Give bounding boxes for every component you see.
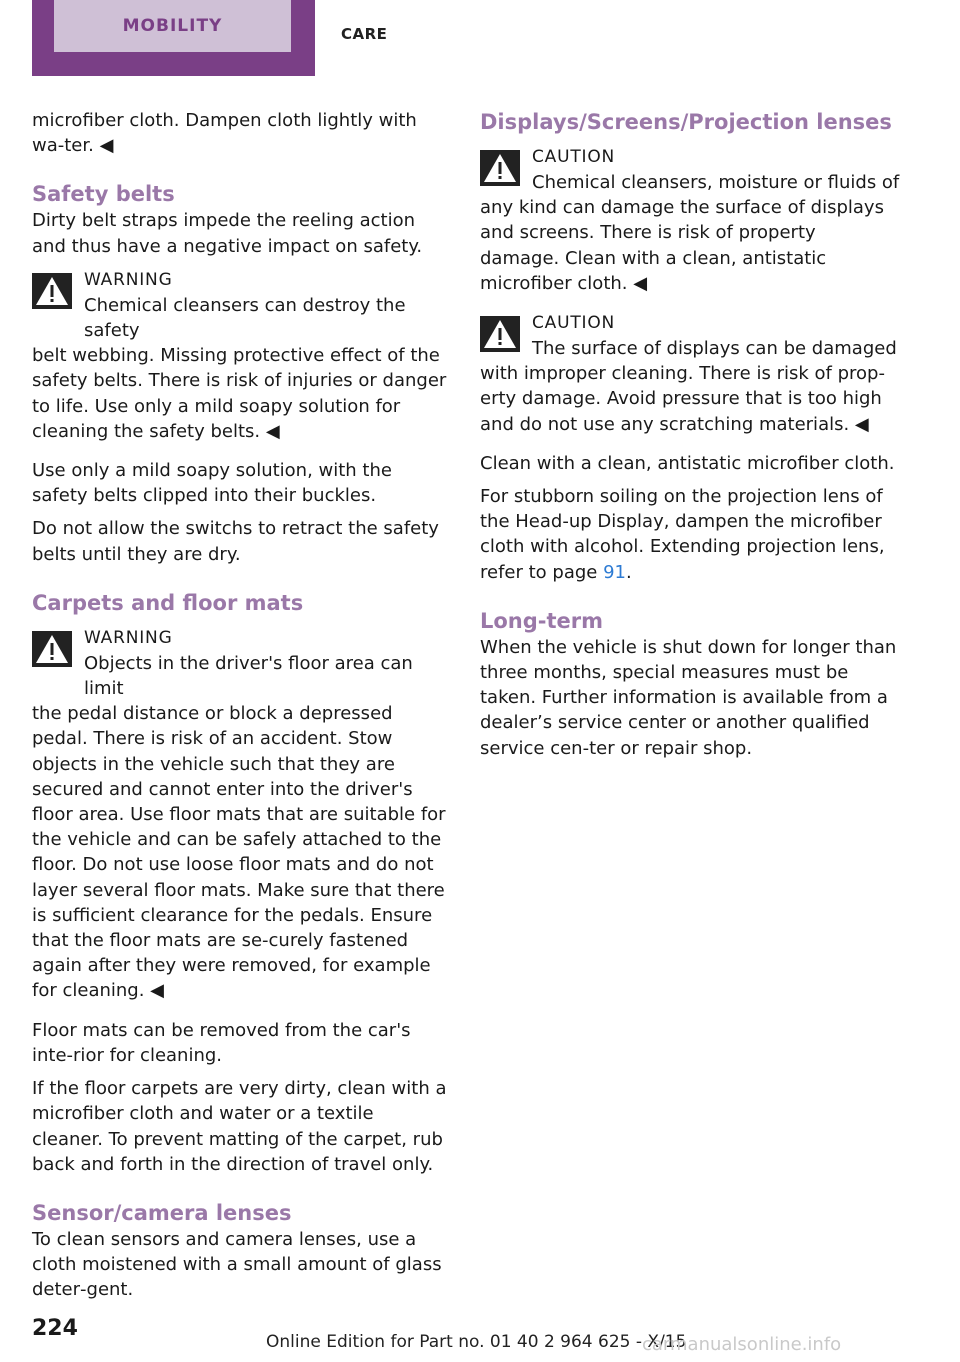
section-safety-belts [32, 180, 450, 566]
page-number: 224 [32, 1316, 78, 1341]
heading-carpets: Carpets and floor mats [32, 590, 304, 615]
warning-box [32, 625, 450, 1004]
warning-text [32, 651, 450, 1004]
caution-text-rest: any kind can damage the surface of displays and screens. There is risk of property damage. Clean with a clean, antistatic microfiber cloth. ◀ [480, 197, 884, 294]
paragraph-text-end: . [626, 561, 632, 583]
caution-text-first-line: The surface of displays can be damaged [532, 338, 897, 360]
caution-title: CAUTION [532, 147, 616, 167]
edition-footer: Online Edition for Part no. 01 40 2 964 625 - X/15 [266, 1332, 687, 1352]
right-column [480, 108, 900, 769]
warning-text [32, 293, 450, 444]
paragraph: Do not allow the switchs to retract the safety belts until they are dry. [32, 518, 439, 565]
paragraph-page-reference [480, 484, 900, 585]
section-sensor-lenses [32, 1199, 450, 1303]
warning-text-rest: belt webbing. Missing protective effect of the safety belts. There is risk of injuries or danger to life. Use only a mild soapy solution for cleaning the safety belts. ◀ [32, 345, 447, 442]
warning-triangle-icon [32, 631, 72, 667]
page-link[interactable]: 91 [603, 561, 626, 583]
warning-text-rest: the pedal distance or block a depressed pedal. There is risk of an accident. Stow objects in the vehicle such that they are secured and cannot enter into the driver's floor area. Use floor mats that are suitable for the vehicle and can be safely attached to the floor. Do not use loose floor mats and do not layer several floor mats. Make sure that there is sufficient clearance for the pedals. Ensure that the floor mats are se‐curely fastened again after they were removed, for example for cleaning. ◀ [32, 703, 446, 1002]
warning-triangle-icon [32, 273, 72, 309]
left-column [32, 108, 450, 1311]
caution-box [480, 310, 900, 437]
section-displays [480, 108, 900, 585]
caution-title: CAUTION [532, 313, 616, 334]
paragraph: Use only a mild soapy solution, with the safety belts clipped into their buckles. [32, 460, 392, 507]
chapter-tab-mobility [32, 0, 315, 76]
chapter-tab-label: MOBILITY [54, 0, 291, 52]
paragraph-text: For stubborn soiling on the projection lens of the Head-up Display, dampen the microfiber cloth with alcohol. Extending projection lens, refer to page [480, 486, 885, 583]
warning-box [32, 267, 450, 444]
paragraph: To clean sensors and camera lenses, use a cloth moistened with a small amount of glass deter‐gent. [32, 1228, 442, 1301]
watermark: carmanualsonline.info [642, 1334, 842, 1355]
paragraph: Dirty belt straps impede the reeling action and thus have a negative impact on safety. [32, 210, 423, 257]
caution-text [480, 170, 900, 296]
caution-triangle-icon [480, 150, 520, 186]
intro-paragraph: microfiber cloth. Dampen cloth lightly with wa‐ter. ◀ [32, 110, 417, 157]
heading-safety-belts: Safety belts [32, 182, 175, 207]
warning-title: WARNING [84, 627, 173, 648]
heading-sensor-lenses: Sensor/camera lenses [32, 1200, 292, 1225]
caution-text-first-line: Chemical cleansers, moisture or fluids of [532, 172, 900, 193]
caution-triangle-icon [480, 316, 520, 352]
paragraph: When the vehicle is shut down for longer than three months, special measures must be taken. Further information is available from a dealer’s service center or another qualified service cen‐ter or repair shop. [480, 636, 897, 759]
paragraph: Clean with a clean, antistatic microfiber cloth. [480, 452, 895, 474]
heading-long-term: Long-term [480, 608, 604, 633]
caution-text [480, 336, 900, 437]
caution-text-rest: with improper cleaning. There is risk of prop‐erty damage. Avoid pressure that is too high and do not use any scratching materials. ◀ [480, 363, 885, 435]
warning-title: WARNING [84, 269, 173, 290]
warning-text-first-line: Objects in the driver's floor area can limit [84, 652, 413, 700]
warning-text-first-line: Chemical cleansers can destroy the safety [84, 294, 406, 342]
paragraph: If the floor carpets are very dirty, clean with a microfiber cloth and water or a textile cleaner. To prevent matting of the carpet, rub back and forth in the direction of travel only. [32, 1078, 447, 1175]
section-long-term [480, 607, 900, 761]
caution-box [480, 144, 900, 296]
section-tab-care: CARE [341, 25, 388, 43]
paragraph: Floor mats can be removed from the car's inte‐rior for cleaning. [32, 1019, 411, 1066]
section-carpets [32, 589, 450, 1177]
heading-displays: Displays/Screens/Projection lenses [480, 110, 892, 134]
